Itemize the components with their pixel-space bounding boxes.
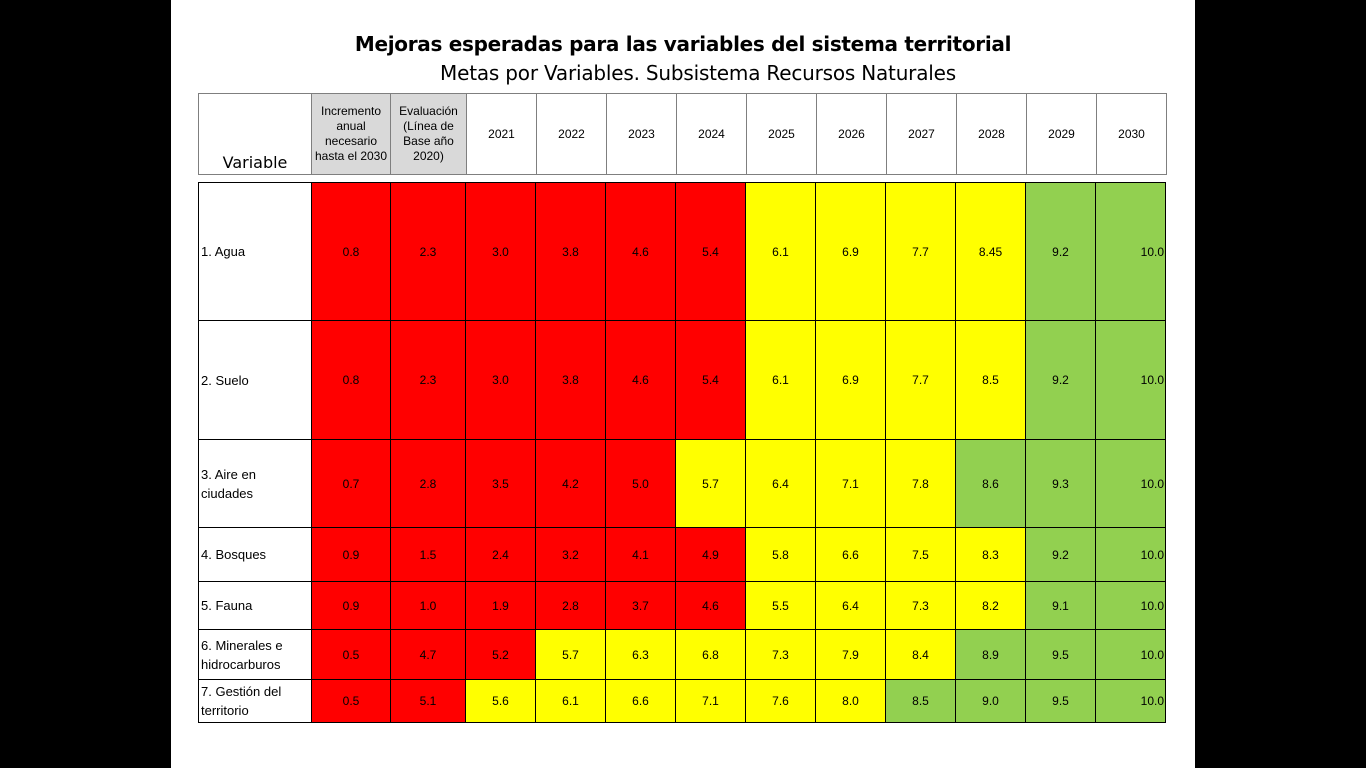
value-cell: 8.0 — [816, 680, 886, 723]
header-increment: Incremento anual necesario hasta el 2030 — [312, 94, 391, 175]
page-subtitle: Metas por Variables. Subsistema Recursos Naturales — [440, 61, 956, 85]
value-cell: 4.6 — [606, 321, 676, 440]
table-row — [199, 582, 1166, 630]
value-cell: 5.4 — [676, 321, 746, 440]
value-cell: 5.1 — [391, 680, 466, 723]
row-label: 2. Suelo — [199, 321, 312, 440]
value-cell: 10.0 — [1096, 528, 1166, 582]
header-table — [198, 93, 1167, 175]
value-cell: 9.5 — [1026, 680, 1096, 723]
value-cell: 2.8 — [391, 440, 466, 528]
value-cell: 3.2 — [536, 528, 606, 582]
table-row — [199, 183, 1166, 321]
value-cell: 0.7 — [312, 440, 391, 528]
row-label: 1. Agua — [199, 183, 312, 321]
value-cell: 10.0 — [1096, 630, 1166, 680]
value-cell: 3.0 — [466, 321, 536, 440]
value-cell: 6.1 — [746, 321, 816, 440]
value-cell: 3.8 — [536, 183, 606, 321]
header-year: 2022 — [537, 94, 607, 175]
value-cell: 1.0 — [391, 582, 466, 630]
value-cell: 6.6 — [816, 528, 886, 582]
value-cell: 3.7 — [606, 582, 676, 630]
header-baseline: Evaluación (Línea de Base año 2020) — [391, 94, 467, 175]
value-cell: 6.4 — [816, 582, 886, 630]
value-cell: 5.6 — [466, 680, 536, 723]
row-label: 7. Gestión del territorio — [199, 680, 312, 723]
value-cell: 7.1 — [676, 680, 746, 723]
row-label: 6. Minerales e hidrocarburos — [199, 630, 312, 680]
value-cell: 7.6 — [746, 680, 816, 723]
value-cell: 0.8 — [312, 183, 391, 321]
value-cell: 5.8 — [746, 528, 816, 582]
value-cell: 9.3 — [1026, 440, 1096, 528]
header-year: 2030 — [1097, 94, 1167, 175]
value-cell: 2.8 — [536, 582, 606, 630]
table-row — [199, 440, 1166, 528]
value-cell: 4.6 — [676, 582, 746, 630]
value-cell: 7.7 — [886, 183, 956, 321]
value-cell: 0.8 — [312, 321, 391, 440]
header-year: 2026 — [817, 94, 887, 175]
value-cell: 4.9 — [676, 528, 746, 582]
value-cell: 3.0 — [466, 183, 536, 321]
value-cell: 10.0 — [1096, 440, 1166, 528]
value-cell: 4.7 — [391, 630, 466, 680]
value-cell: 5.0 — [606, 440, 676, 528]
value-cell: 4.6 — [606, 183, 676, 321]
value-cell: 6.6 — [606, 680, 676, 723]
value-cell: 7.7 — [886, 321, 956, 440]
value-cell: 9.5 — [1026, 630, 1096, 680]
value-cell: 9.2 — [1026, 183, 1096, 321]
value-cell: 7.3 — [886, 582, 956, 630]
value-cell: 7.1 — [816, 440, 886, 528]
value-cell: 5.4 — [676, 183, 746, 321]
data-table — [198, 182, 1166, 723]
value-cell: 5.7 — [676, 440, 746, 528]
value-cell: 10.0 — [1096, 183, 1166, 321]
table-row — [199, 630, 1166, 680]
value-cell: 7.8 — [886, 440, 956, 528]
header-year: 2027 — [887, 94, 957, 175]
value-cell: 4.2 — [536, 440, 606, 528]
value-cell: 0.9 — [312, 582, 391, 630]
value-cell: 2.3 — [391, 321, 466, 440]
header-year: 2024 — [677, 94, 747, 175]
value-cell: 10.0 — [1096, 680, 1166, 723]
value-cell: 8.45 — [956, 183, 1026, 321]
header-year: 2025 — [747, 94, 817, 175]
header-variable: Variable — [199, 94, 312, 175]
page-title: Mejoras esperadas para las variables del sistema territorial — [354, 32, 1012, 56]
value-cell: 8.9 — [956, 630, 1026, 680]
table-row — [199, 321, 1166, 440]
header-year: 2021 — [467, 94, 537, 175]
value-cell: 9.0 — [956, 680, 1026, 723]
value-cell: 8.6 — [956, 440, 1026, 528]
value-cell: 10.0 — [1096, 582, 1166, 630]
value-cell: 0.5 — [312, 630, 391, 680]
value-cell: 9.2 — [1026, 321, 1096, 440]
value-cell: 8.4 — [886, 630, 956, 680]
value-cell: 9.2 — [1026, 528, 1096, 582]
value-cell: 5.5 — [746, 582, 816, 630]
value-cell: 3.8 — [536, 321, 606, 440]
value-cell: 6.1 — [536, 680, 606, 723]
header-year: 2028 — [957, 94, 1027, 175]
value-cell: 9.1 — [1026, 582, 1096, 630]
value-cell: 0.9 — [312, 528, 391, 582]
value-cell: 7.9 — [816, 630, 886, 680]
value-cell: 8.3 — [956, 528, 1026, 582]
value-cell: 5.7 — [536, 630, 606, 680]
value-cell: 7.3 — [746, 630, 816, 680]
value-cell: 8.5 — [956, 321, 1026, 440]
value-cell: 6.9 — [816, 321, 886, 440]
value-cell: 2.3 — [391, 183, 466, 321]
header-year: 2029 — [1027, 94, 1097, 175]
value-cell: 5.2 — [466, 630, 536, 680]
value-cell: 6.1 — [746, 183, 816, 321]
value-cell: 1.5 — [391, 528, 466, 582]
table-row — [199, 680, 1166, 723]
value-cell: 2.4 — [466, 528, 536, 582]
row-label: 3. Aire en ciudades — [199, 440, 312, 528]
header-row — [199, 94, 1167, 175]
value-cell: 1.9 — [466, 582, 536, 630]
value-cell: 8.2 — [956, 582, 1026, 630]
table-row — [199, 528, 1166, 582]
row-label: 5. Fauna — [199, 582, 312, 630]
value-cell: 6.4 — [746, 440, 816, 528]
value-cell: 4.1 — [606, 528, 676, 582]
value-cell: 6.8 — [676, 630, 746, 680]
value-cell: 10.0 — [1096, 321, 1166, 440]
value-cell: 3.5 — [466, 440, 536, 528]
row-label: 4. Bosques — [199, 528, 312, 582]
value-cell: 0.5 — [312, 680, 391, 723]
header-year: 2023 — [607, 94, 677, 175]
value-cell: 6.9 — [816, 183, 886, 321]
value-cell: 7.5 — [886, 528, 956, 582]
value-cell: 8.5 — [886, 680, 956, 723]
slide — [171, 0, 1195, 768]
value-cell: 6.3 — [606, 630, 676, 680]
